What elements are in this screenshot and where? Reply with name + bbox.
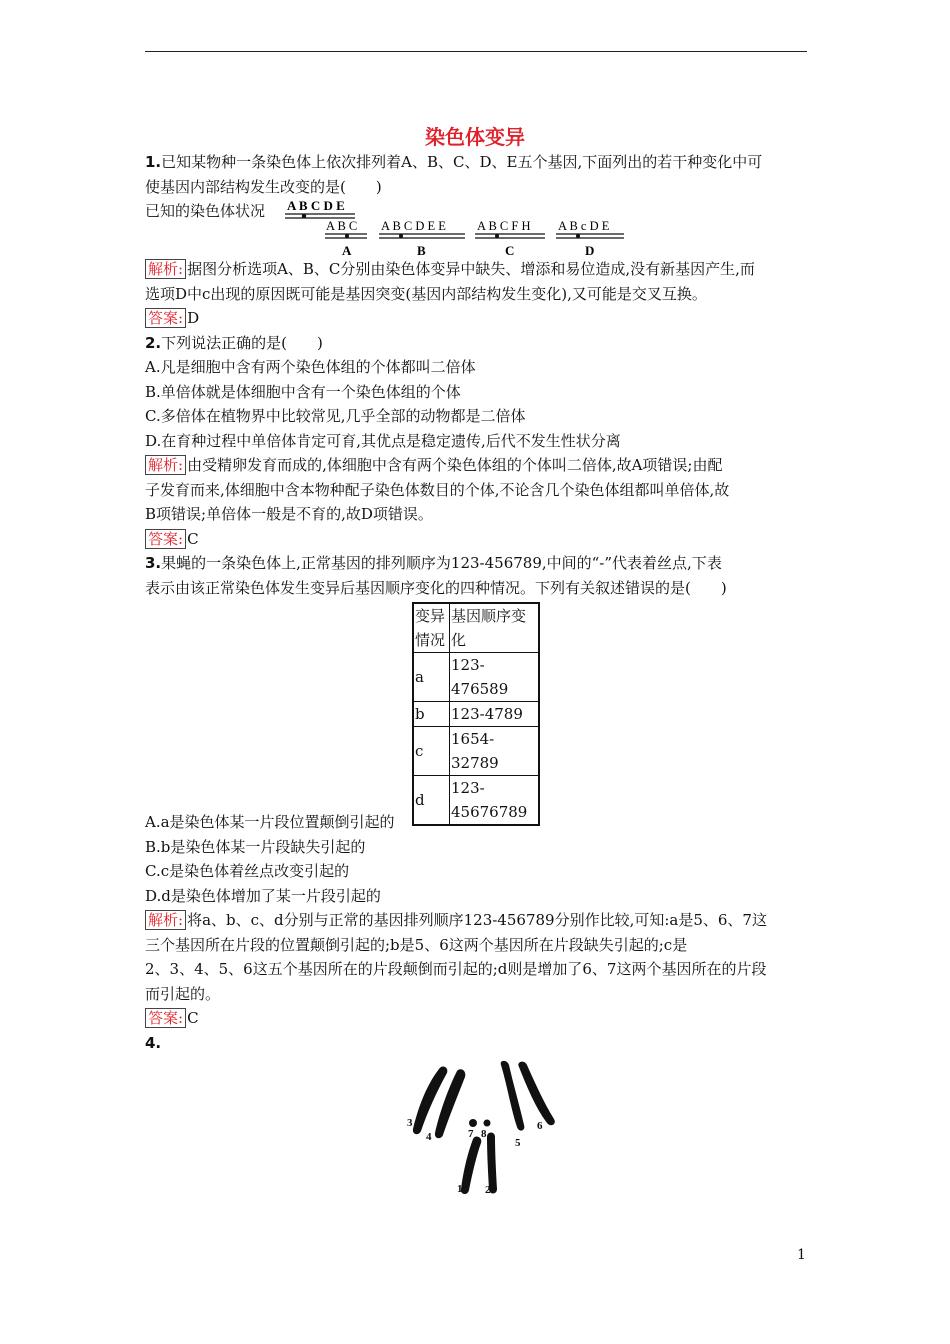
q3-number: 3. <box>145 554 162 572</box>
q1-analysis: 解析: 据图分析选项A、B、C分别由染色体变异中缺失、增添和易位造成,没有新基因产生,而 <box>145 257 807 282</box>
q1-stem-line-1: 1.已知某物种一条染色体上依次排列着A、B、C、D、E五个基因,下面列出的若干种变化中可 <box>145 153 763 171</box>
figure-label-3: 3 <box>407 1117 413 1129</box>
option-a-chromosome <box>325 219 367 258</box>
table-row: b 123-4789 <box>413 702 539 727</box>
option-d-letter: D <box>585 243 595 258</box>
q2-stem: 2.下列说法正确的是( ) <box>145 333 323 352</box>
q1-known-label: 已知的染色体状况 <box>145 202 266 220</box>
q3-answer: 答案: C <box>145 1006 807 1031</box>
q1-number: 1. <box>145 153 162 171</box>
figure-label-5: 5 <box>515 1137 521 1149</box>
table-row: c 1654-32789 <box>413 727 539 776</box>
table-row: a 123-476589 <box>413 653 539 702</box>
table-row: d 123- 45676789 <box>413 776 539 826</box>
chromosome-karyotype-figure <box>403 1057 563 1197</box>
page-number: 1 <box>797 1247 806 1263</box>
figure-label-7: 7 <box>468 1128 474 1140</box>
document-body: 1.已知某物种一条染色体上依次排列着A、B、C、D、E五个基因,下面列出的若干种变化中可 使基因内部结构发生改变的是( ) 已知的染色体状况 A B C D E A B C A A B C D E E B A B C F H C A B c D E D 解析: 据图分析选项A、B、C分别由染色体变异中缺失、增添和易位造成,没有新基因产生,而 选项D中c出现的原因既可能是基因突变(基因内部结构发生变化),又可能是交叉互换。 答案: D 2.下列说法正确的是( ) A.凡是细胞中含有两个染色体组的个体都叫二倍体 B.单倍体就是体细胞中含有一个染色体组的个体 C.多倍体在植物界中比较常见,几乎全部的动物都是二倍体 D.在育种过程中单倍体肯定可育,其优点是稳定遗传,后代不发生性状分离 解析: 由受精卵发育而成的,体细胞中含有两个染色体组的个体叫二倍体,故A项错误;由配 子发育而来,体细胞中含本物种配子染色体数目的个体,不论含几个染色体组都叫单倍体,故 B项错误;单倍体一般是不育的,故D项错误。 答案: C 3.果蝇的一条染色体上,正常基因的排列顺序为123-456789,中间的“-”代表着丝点,下表 表示由该正常染色体发生变异后基因顺序变化的四种情况。下列有关叙述错误的是( ) 变异 情况 基因顺序变 化 a 123-476589 b 123-4789 c 1654-32789 d 123- 45676789 A.a是染色体某一片段位置颠倒引起的 B.b是染色体某一片段缺失引起的 C.c是染色体着丝点改变引起的 D.d是染色体增加了某一片段引起的 解析: 将a、b、c、d分别与正常的基因排列顺序123-456789分别作比较,可知:a是5、6、7这 三个基因所在片段的位置颠倒引起的;b是5、6这两个基因所在片段缺失引起的;c是 2、3、4、5、6这五个基因所在的片段颠倒而引起的;d则是增加了6、7这两个基因所在的片段 而引起的。 答案: C 4. 1 2 3 4 5 6 7 8 <box>145 150 807 1205</box>
q2-analysis: 解析: 由受精卵发育而成的,体细胞中含有两个染色体组的个体叫二倍体,故A项错误;由配 <box>145 453 807 478</box>
option-c-letter: C <box>505 243 515 258</box>
figure-label-4: 4 <box>426 1131 432 1143</box>
analysis-tag: 解析: <box>145 455 186 475</box>
figure-label-6: 6 <box>537 1120 543 1132</box>
table-header-row: 变异 情况 基因顺序变 化 <box>413 603 539 653</box>
q1-answer: 答案: D <box>145 306 807 331</box>
q1-chromosome-figure <box>145 199 807 257</box>
q3-analysis: 解析: 将a、b、c、d分别与正常的基因排列顺序123-456789分别作比较,可知:a是5、6、7这 <box>145 908 807 933</box>
q3-choice-d: D.d是染色体增加了某一片段引起的 <box>145 886 381 905</box>
q3-choice-b: B.b是染色体某一片段缺失引起的 <box>145 837 366 856</box>
figure-label-8: 8 <box>481 1128 487 1140</box>
analysis-tag: 解析: <box>145 910 186 930</box>
q2-number: 2. <box>145 333 162 352</box>
figure-label-2: 2 <box>485 1184 491 1196</box>
svg-text:A B C: A B C <box>326 219 358 233</box>
q4-stem <box>145 1031 807 1056</box>
q4-figure-wrapper <box>145 1055 807 1205</box>
q3-stem-line-1: 3.果蝇的一条染色体上,正常基因的排列顺序为123-456789,中间的“-”代表着丝点,下表 <box>145 554 722 572</box>
q3-table-wrapper <box>145 600 807 821</box>
analysis-tag: 解析: <box>145 259 186 279</box>
option-b-letter: B <box>417 243 426 258</box>
q1-stem-line-2: 使基因内部结构发生改变的是( ) <box>145 177 382 196</box>
option-a-letter: A <box>342 243 352 258</box>
svg-text:A B C F H: A B C F H <box>477 219 531 233</box>
known-chromosome-genes: A B C D E <box>287 198 345 213</box>
option-d-chromosome <box>556 219 624 258</box>
q3-choice-a: A.a是染色体某一片段位置颠倒引起的 <box>145 813 395 831</box>
page-title: 染色体变异 <box>425 125 525 149</box>
q2-answer: 答案: C <box>145 527 807 552</box>
variation-table <box>412 602 540 826</box>
answer-tag: 答案: <box>145 529 186 549</box>
header-rule <box>145 51 807 52</box>
answer-tag: 答案: <box>145 1008 186 1028</box>
q3-choice-c: C.c是染色体着丝点改变引起的 <box>145 862 350 880</box>
q2-choice-a: A.凡是细胞中含有两个染色体组的个体都叫二倍体 <box>145 358 476 376</box>
q2-choice-c: C.多倍体在植物界中比较常见,几乎全部的动物都是二倍体 <box>145 407 526 425</box>
svg-text:A B C D E E: A B C D E E <box>381 219 446 233</box>
q1-option-chromosomes <box>325 219 625 259</box>
q4-number: 4. <box>145 1033 162 1052</box>
q2-choice-d: D.在育种过程中单倍体肯定可育,其优点是稳定遗传,后代不发生性状分离 <box>145 431 621 450</box>
answer-tag: 答案: <box>145 308 186 328</box>
q2-choice-b: B.单倍体就是体细胞中含有一个染色体组的个体 <box>145 382 461 401</box>
figure-label-1: 1 <box>457 1183 463 1195</box>
option-c-chromosome <box>475 219 545 258</box>
q3-stem-line-2: 表示由该正常染色体发生变异后基因顺序变化的四种情况。下列有关叙述错误的是( ) <box>145 578 727 597</box>
svg-text:A B c D E: A B c D E <box>558 219 610 233</box>
option-b-chromosome <box>379 219 465 258</box>
